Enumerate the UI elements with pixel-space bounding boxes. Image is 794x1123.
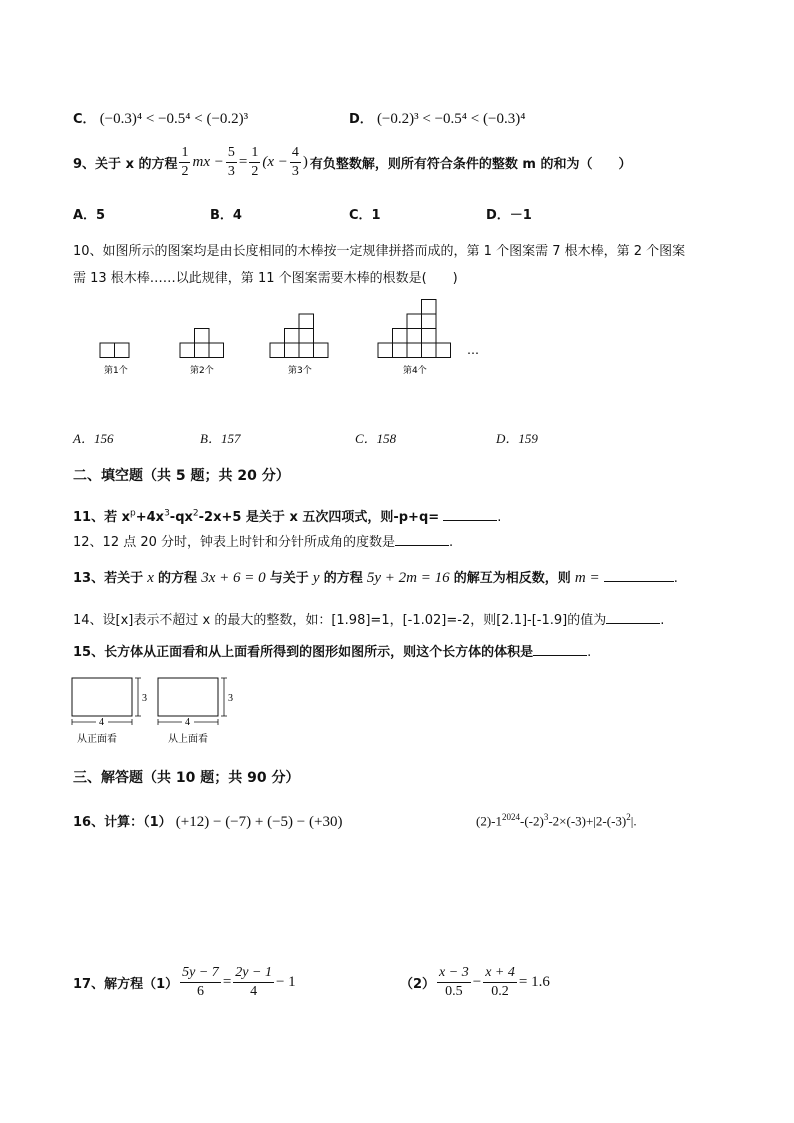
- pattern-label-2: 第2个: [190, 366, 214, 376]
- width-label: 4: [99, 717, 104, 728]
- variable: m =: [574, 570, 600, 586]
- q14-end: .: [660, 613, 665, 628]
- pattern-ellipsis: …: [467, 343, 479, 357]
- variable: x: [147, 570, 154, 586]
- question-14: [73, 609, 664, 628]
- q11-end: .: [497, 510, 502, 525]
- numerator: x + 4: [483, 966, 517, 983]
- q15-text: 15、长方体从正面看和从上面看所得到的图形如图所示，则这个长方体的体积是: [73, 645, 534, 660]
- q9-option-c: C．1: [349, 208, 381, 223]
- question-17: [73, 966, 296, 999]
- q16-part2-text: -2×(-3)+|2-(-3): [548, 813, 627, 829]
- view-rectangle: [158, 678, 218, 716]
- q9-option-a: A．5: [73, 208, 106, 223]
- height-label: 3: [228, 693, 233, 704]
- q10-option-c: C．158: [355, 431, 397, 446]
- q15-end: .: [587, 645, 592, 660]
- q13-text: 与关于: [269, 571, 309, 586]
- q17-part2-label: （2）: [400, 977, 436, 992]
- fraction: [233, 966, 274, 999]
- q13-text: 的方程: [158, 571, 198, 586]
- equation-part: −: [472, 974, 482, 990]
- fraction: [180, 966, 221, 999]
- denominator: 0.5: [445, 984, 463, 999]
- q9-option-d: D．－1: [486, 208, 532, 223]
- section-3-title: 三、解答题（共 10 题；共 90 分）: [73, 770, 300, 786]
- equation: 5y + 2m = 16: [366, 570, 450, 586]
- denominator: 4: [250, 984, 258, 999]
- denominator: 0.2: [491, 984, 509, 999]
- exponent: 2: [192, 508, 199, 519]
- numerator: 2y − 1: [233, 966, 274, 983]
- equation-part: = 1.6: [518, 974, 550, 990]
- numerator: 1: [179, 146, 190, 163]
- answer-blank[interactable]: [443, 508, 497, 521]
- stick-pattern-figure: [95, 296, 495, 378]
- pattern-1: [100, 343, 129, 358]
- numerator: 4: [290, 146, 301, 163]
- question-9-prefix: 9、关于 x 的方程: [73, 157, 178, 172]
- q14-text: 14、设[x]表示不超过 x 的最大的整数，如：[1.98]=1，[-1.02]=-2，则[2.1]-[-1.9]的值为: [73, 613, 607, 628]
- equation-part: =: [222, 974, 232, 990]
- equation-part: (x −: [262, 154, 288, 170]
- question-15: [73, 641, 591, 660]
- pattern-3: [270, 314, 328, 358]
- exponent: 3: [164, 508, 170, 519]
- q10-option-b: B．157: [200, 431, 241, 446]
- pattern-label-4: 第4个: [403, 366, 427, 376]
- fraction: [249, 146, 260, 179]
- fraction: [290, 146, 301, 179]
- numerator: 1: [249, 146, 260, 163]
- equation-part: ): [302, 154, 308, 170]
- numerator: 5: [226, 146, 237, 163]
- question-11: [73, 506, 501, 525]
- q8-option-d: [349, 108, 525, 128]
- denominator: 3: [227, 164, 235, 179]
- question-13: [73, 567, 678, 587]
- pattern-4: [378, 300, 451, 358]
- q13-text: 13、若关于: [73, 571, 144, 586]
- question-17-part-2: [400, 966, 550, 999]
- exponent: 2024: [502, 812, 520, 822]
- question-12: [73, 531, 453, 550]
- question-16: [73, 811, 342, 831]
- denominator: 2: [251, 164, 259, 179]
- q11-suffix: -2x+5 是关于 x 五次四项式，则-p+q=: [198, 510, 440, 525]
- width-label: 4: [185, 717, 190, 728]
- q16-prefix: 16、计算：（1）: [73, 815, 172, 830]
- answer-blank[interactable]: [533, 643, 587, 656]
- q16-part2-text: -(-2): [520, 813, 544, 829]
- q16-part2-text: (2)-1: [476, 813, 502, 829]
- exponent: 3: [543, 812, 549, 822]
- q9-option-b: B．4: [210, 208, 242, 223]
- view-rectangle: [72, 678, 132, 716]
- q16-part-2: [476, 812, 637, 829]
- question-9-suffix: 有负整数解，则所有符合条件的整数 m 的和为（ ）: [309, 157, 632, 172]
- view-caption: 从上面看: [168, 734, 208, 745]
- option-label: D．: [349, 112, 373, 127]
- pattern-label-3: 第3个: [288, 366, 312, 376]
- q11-prefix: 11、若 x: [73, 510, 131, 525]
- variable: y: [312, 570, 320, 586]
- q17-prefix: 17、解方程（1）: [73, 977, 179, 992]
- view-diagram-top: [154, 674, 238, 750]
- fraction: [226, 146, 237, 179]
- equation-part: =: [238, 154, 248, 170]
- q10-option-a: A．156: [73, 431, 114, 446]
- q16-expression-1: (+12) − (−7) + (−5) − (+30): [175, 814, 343, 830]
- numerator: 5y − 7: [180, 966, 221, 983]
- q10-option-d: D．159: [496, 431, 538, 446]
- question-10-line1: 10、如图所示的图案均是由长度相同的木棒按一定规律拼搭而成的，第 1 个图案需 7 根木棒，第 2 个图案: [73, 244, 686, 259]
- pattern-label-1: 第1个: [104, 366, 128, 376]
- exponent: 2: [626, 812, 631, 822]
- q11-term: +4x: [135, 510, 165, 525]
- q12-text: 12、12 点 20 分时，钟表上时针和分针所成角的度数是: [73, 535, 396, 550]
- denominator: 6: [196, 984, 204, 999]
- fraction: [179, 146, 190, 179]
- denominator: 3: [291, 164, 299, 179]
- q8-option-c: [73, 108, 248, 128]
- view-diagram-front: [68, 674, 152, 750]
- option-expression: (−0.3)⁴ < −0.5⁴ < (−0.2)³: [99, 111, 249, 127]
- answer-blank[interactable]: [604, 569, 674, 582]
- q11-term: -qx: [169, 510, 193, 525]
- exponent: p: [130, 508, 136, 519]
- section-2-title: 二、填空题（共 5 题；共 20 分）: [73, 468, 290, 484]
- q16-part2-text: |.: [630, 813, 637, 829]
- q13-text: 的解互为相反数，则: [453, 571, 571, 586]
- equation: 3x + 6 = 0: [201, 570, 266, 586]
- question-10-line2: 需 13 根木棒……以此规律，第 11 个图案需要木棒的根数是( ): [73, 271, 458, 286]
- fraction: [483, 966, 517, 999]
- fraction: [437, 966, 471, 999]
- view-caption: 从正面看: [77, 734, 117, 745]
- q13-end: .: [673, 571, 678, 586]
- option-expression: (−0.2)³ < −0.5⁴ < (−0.3)⁴: [376, 111, 526, 127]
- q13-text: 的方程: [323, 571, 363, 586]
- numerator: x − 3: [437, 966, 471, 983]
- question-9: [73, 146, 631, 179]
- denominator: 2: [181, 164, 189, 179]
- q12-end: .: [449, 535, 454, 550]
- height-label: 3: [142, 693, 147, 704]
- equation-part: − 1: [275, 974, 296, 990]
- option-label: C．: [73, 112, 96, 127]
- equation-part: mx −: [192, 154, 224, 170]
- pattern-2: [180, 329, 224, 358]
- answer-blank[interactable]: [606, 611, 660, 624]
- answer-blank[interactable]: [395, 533, 449, 546]
